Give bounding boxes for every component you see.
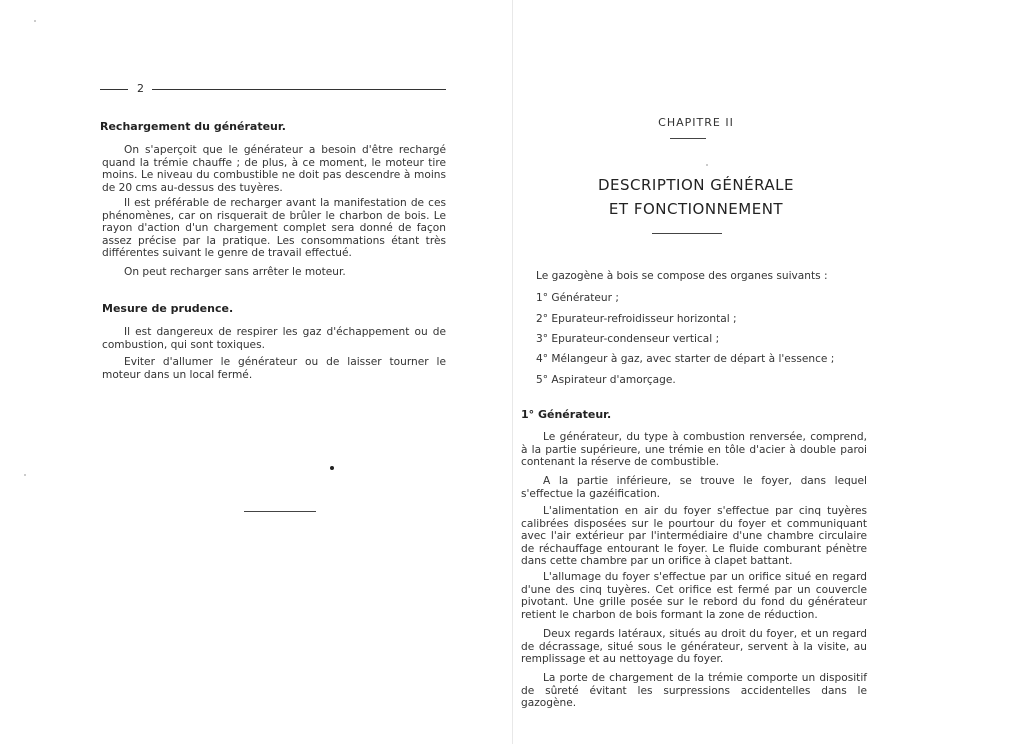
end-rule [244, 511, 316, 512]
paragraph: L'allumage du foyer s'effectue par un orifice situé en regard d'une des cinq tuyères. Cet orifice est fermé par un couvercle pivotant. Une grille posée sur le rebord du fond du générateur retient le charbon de bois formant la zone de réduction. [521, 571, 867, 621]
list-item: 4° Mélangeur à gaz, avec starter de départ à l'essence ; [536, 353, 835, 365]
chapter-title [520, 173, 872, 221]
paragraph: La porte de chargement de la trémie comporte un dispositif de sûreté évitant les surpressions accidentelles dans le gazogène. [521, 672, 867, 710]
intro-text: Le gazogène à bois se compose des organes suivants : [536, 270, 828, 282]
paragraph: Le générateur, du type à combustion renversée, comprend, à la partie supérieure, une trémie en tôle d'acier à double paroi contenant la réserve de combustible. [521, 431, 867, 469]
header-rule-right [152, 89, 446, 90]
list-item: 5° Aspirateur d'amorçage. [536, 374, 676, 386]
paragraph: L'alimentation en air du foyer s'effectue par cinq tuyères calibrées disposées sur le pourtour du foyer et communiquant avec l'air extérieur par l'intermédiaire d'une chambre circulaire de réchauffage entourant le foyer. Le fluide comburant pénètre dans cette chambre par un orifice à clapet battant. [521, 505, 867, 568]
page-number-header [100, 82, 450, 96]
list-item: 2° Epurateur-refroidisseur horizontal ; [536, 313, 737, 325]
header-rule-left [100, 89, 128, 90]
list-item: 1° Générateur ; [536, 292, 619, 304]
page-number: 2 [137, 82, 144, 95]
chapter-label: CHAPITRE II [658, 116, 734, 129]
paragraph: On peut recharger sans arrêter le moteur. [124, 266, 346, 278]
paragraph: Eviter d'allumer le générateur ou de laisser tourner le moteur dans un local fermé. [102, 356, 446, 381]
chapter-title-line2: ET FONCTIONNEMENT [608, 200, 784, 218]
list-item: 3° Epurateur-condenseur vertical ; [536, 333, 720, 345]
ink-speck [24, 474, 26, 476]
paragraph: Il est préférable de recharger avant la manifestation de ces phénomènes, car on risquerait de brûler le charbon de bois. Le rayon d'action d'un chargement complet sera donné de façon assez précise par la pratique. Les consommations étant très différentes suivant le genre de travail effectué. [102, 197, 446, 260]
section-heading-generateur: 1° Générateur. [521, 408, 612, 421]
paragraph: Deux regards latéraux, situés au droit du foyer, et un regard de décrassage, situé sous le générateur, servent à la visite, au remplissage et au nettoyage du foyer. [521, 628, 867, 666]
paragraph: On s'aperçoit que le générateur a besoin d'être rechargé quand la trémie chauffe ; de plus, à ce moment, le moteur tire moins. Le niveau du combustible ne doit pas descendre à moins de 20 cms au-dessus des tuyères. [102, 144, 446, 194]
chapter-rule [670, 138, 706, 139]
book-gutter [512, 0, 513, 744]
section-heading-recharge: Rechargement du générateur. [100, 120, 286, 133]
paragraph: Il est dangereux de respirer les gaz d'échappement ou de combustion, qui sont toxiques. [102, 326, 446, 351]
ink-speck [34, 20, 36, 22]
ink-speck [706, 164, 708, 166]
title-rule [652, 233, 722, 234]
ink-dot [330, 466, 334, 470]
paragraph: A la partie inférieure, se trouve le foyer, dans lequel s'effectue la gazéification. [521, 475, 867, 500]
chapter-title-line1: DESCRIPTION GÉNÉRALE [597, 176, 794, 194]
section-heading-prudence: Mesure de prudence. [102, 302, 234, 315]
